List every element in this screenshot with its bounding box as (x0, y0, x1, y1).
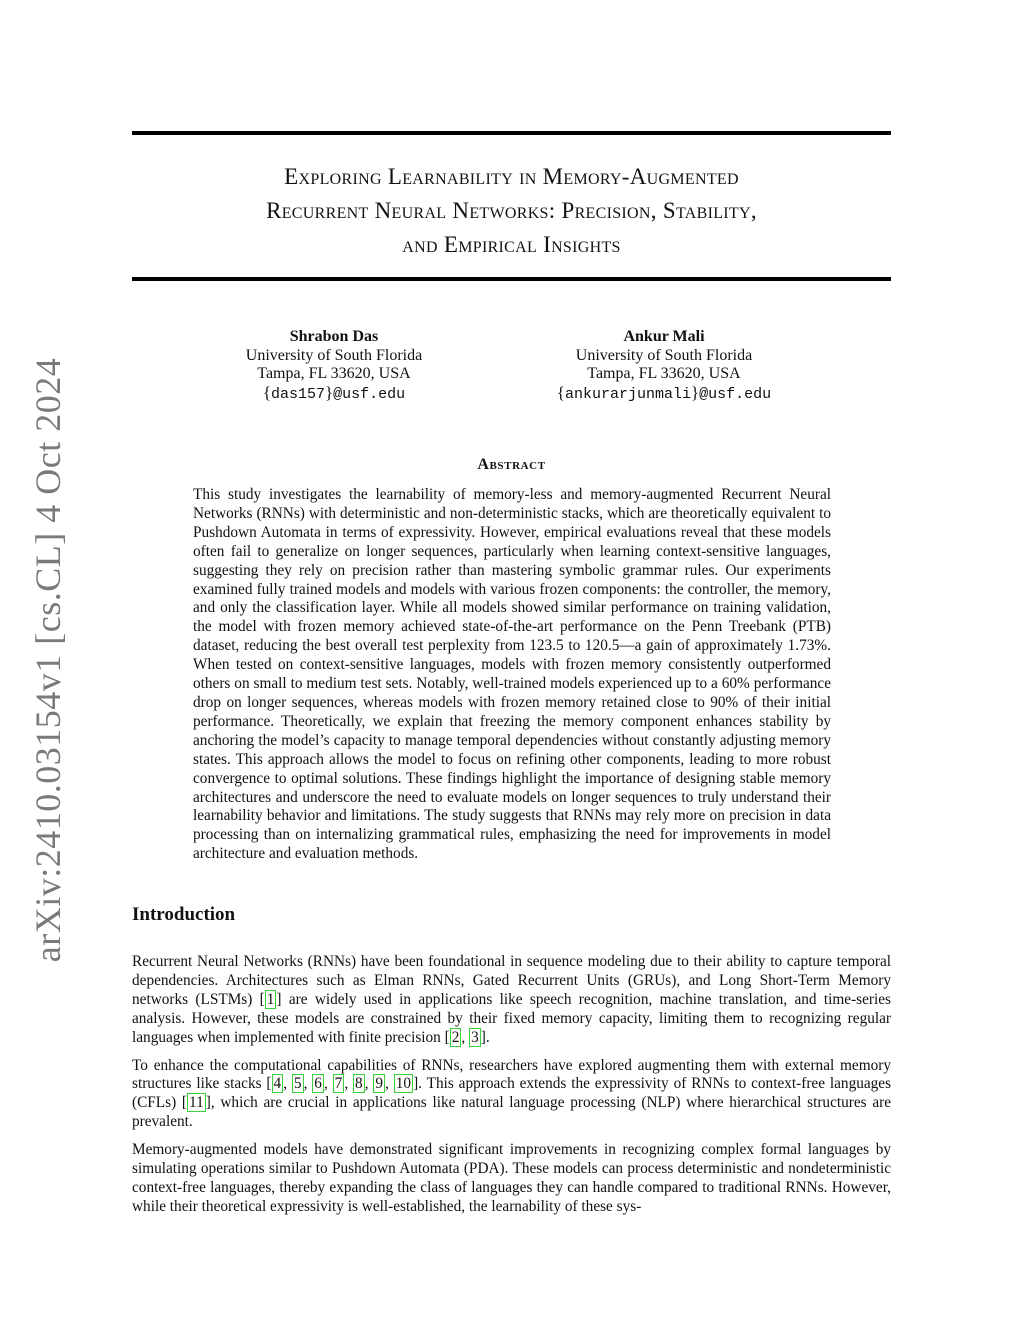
introduction-body (132, 953, 891, 1226)
citation-link[interactable]: 5 (293, 1075, 302, 1093)
citation-link[interactable]: 3 (471, 1028, 479, 1046)
title-line-2: Recurrent Neural Networks: Precision, Stability, (266, 198, 757, 223)
author-affiliation: University of South Florida (575, 346, 753, 364)
author-email-user: das157 (270, 385, 325, 403)
citation-link[interactable]: 9 (375, 1075, 384, 1093)
introduction-heading: Introduction (132, 904, 236, 925)
title-line-3: and Empirical Insights (402, 232, 621, 257)
author-email-domain: @usf.edu (699, 385, 772, 403)
intro-paragraph-1: Recurrent Neural Networks (RNNs) have been foundational in sequence modeling due to their ability to capture temporal dependencies. Architectures such as Elman RNNs, Gated Recurrent Units (GRUs), and Long Short-Term Memory networks (LSTMs) [ 1 ] are widely used in applications like speech recognition, machine translation, and time-series analysis. However, these models are constrained by their fixed memory capacity, limiting them to recognizing regular languages when implemented with finite precision [ 2 , 3 ]. (132, 953, 891, 1046)
author-email-domain: @usf.edu (333, 385, 406, 403)
citation-link[interactable]: 10 (395, 1075, 412, 1093)
author-name: Shrabon Das (289, 328, 379, 345)
title-line-1: Exploring Learnability in Memory-Augmented (284, 164, 739, 189)
author-name: Ankur Mali (623, 328, 705, 345)
citation-link[interactable]: 11 (189, 1094, 204, 1112)
paper-title (132, 160, 891, 262)
citation-link[interactable]: 6 (314, 1075, 322, 1093)
arxiv-identifier: arXiv:2410.03154v1 [cs.CL] 4 Oct 2024 (28, 357, 68, 963)
title-bottom-rule (132, 277, 891, 281)
author-email: {ankurarjunmali}@usf.edu (556, 382, 772, 403)
author-address: Tampa, FL 33620, USA (257, 365, 411, 382)
abstract-text: This study investigates the learnability of memory-less and memory-augmented Recurrent Neural Networks (RNNs) with deterministic and non-deterministic stacks, which are theoretically equivalent to Pushdown Automata in terms of expressivity. However, empirical evaluations reveal that these models often fail to generalize on longer sequences, particularly when learning context-sensitive languages, suggesting they rely on precision rather than mastering symbolic grammar rules. Our experiments examined fully trained models and models with various frozen components: the controller, the memory, and only the classification layer. While all models showed similar performance on training validation, the model with frozen memory achieved state-of-the-art performance on the Penn Treebank (PTB) dataset, reducing the best overall test perplexity from 123.5 to 120.5—a gain of approximately 1.73%. When tested on context-sensitive languages, models with frozen memory consistently outperformed others on small to medium test sets. Notably, well-trained models experienced up to a 60% performance drop on longer sequences, whereas models with frozen memory retained close to 90% of their initial performance. Theoretically, we explain that freezing the memory component enhances stability by anchoring the model’s capacity to manage temporal dependencies without constantly adjusting memory states. This approach allows the model to focus on refining other components, leading to more robust convergence to optimal solutions. These findings highlight the importance of designing stable memory architectures and underscore the need to evaluate models on longer sequences to truly understand their learnability behavior and limitations. The study suggests that RNNs may rely more on precision in data processing than on internalizing grammatical rules, emphasizing the need for improvements in model architecture and evaluation methods. (193, 486, 831, 863)
citation-link[interactable]: 4 (273, 1075, 282, 1093)
author-block-2 (514, 328, 814, 404)
title-top-rule (132, 131, 891, 135)
author-email: {das157}@usf.edu (262, 382, 406, 403)
citation-link[interactable]: 1 (266, 990, 275, 1008)
author-affiliation: University of South Florida (245, 346, 423, 364)
abstract-heading: Abstract (477, 456, 546, 473)
author-address: Tampa, FL 33620, USA (587, 365, 741, 382)
author-block-1 (184, 328, 484, 404)
intro-paragraph-3: Memory-augmented models have demonstrated significant improvements in recognizing complex formal languages by simulating operations similar to Pushdown Automata (PDA). These models can process deterministic and nondeterministic context-free languages, thereby expanding the class of languages they can handle compared to traditional RNNs. However, while their theoretical expressivity is well-established, the learnability of these sys- (132, 1141, 891, 1215)
citation-link[interactable]: 7 (334, 1075, 343, 1093)
citation-link[interactable]: 2 (451, 1028, 460, 1046)
intro-paragraph-2: To enhance the computational capabilities of RNNs, researchers have explored augmenting them with external memory structures like stacks [ 4 , 5 , 6 , 7 , 8 , 9 , 10 ]. This approach extends the expressivity of RNNs to context-free languages (CFLs) [ 11 ], which are crucial in applications like natural language processing (NLP) where hierarchical structures are prevalent. (132, 1056, 892, 1131)
author-email-user: ankurarjunmali (564, 385, 691, 403)
citation-link[interactable]: 8 (355, 1075, 363, 1093)
